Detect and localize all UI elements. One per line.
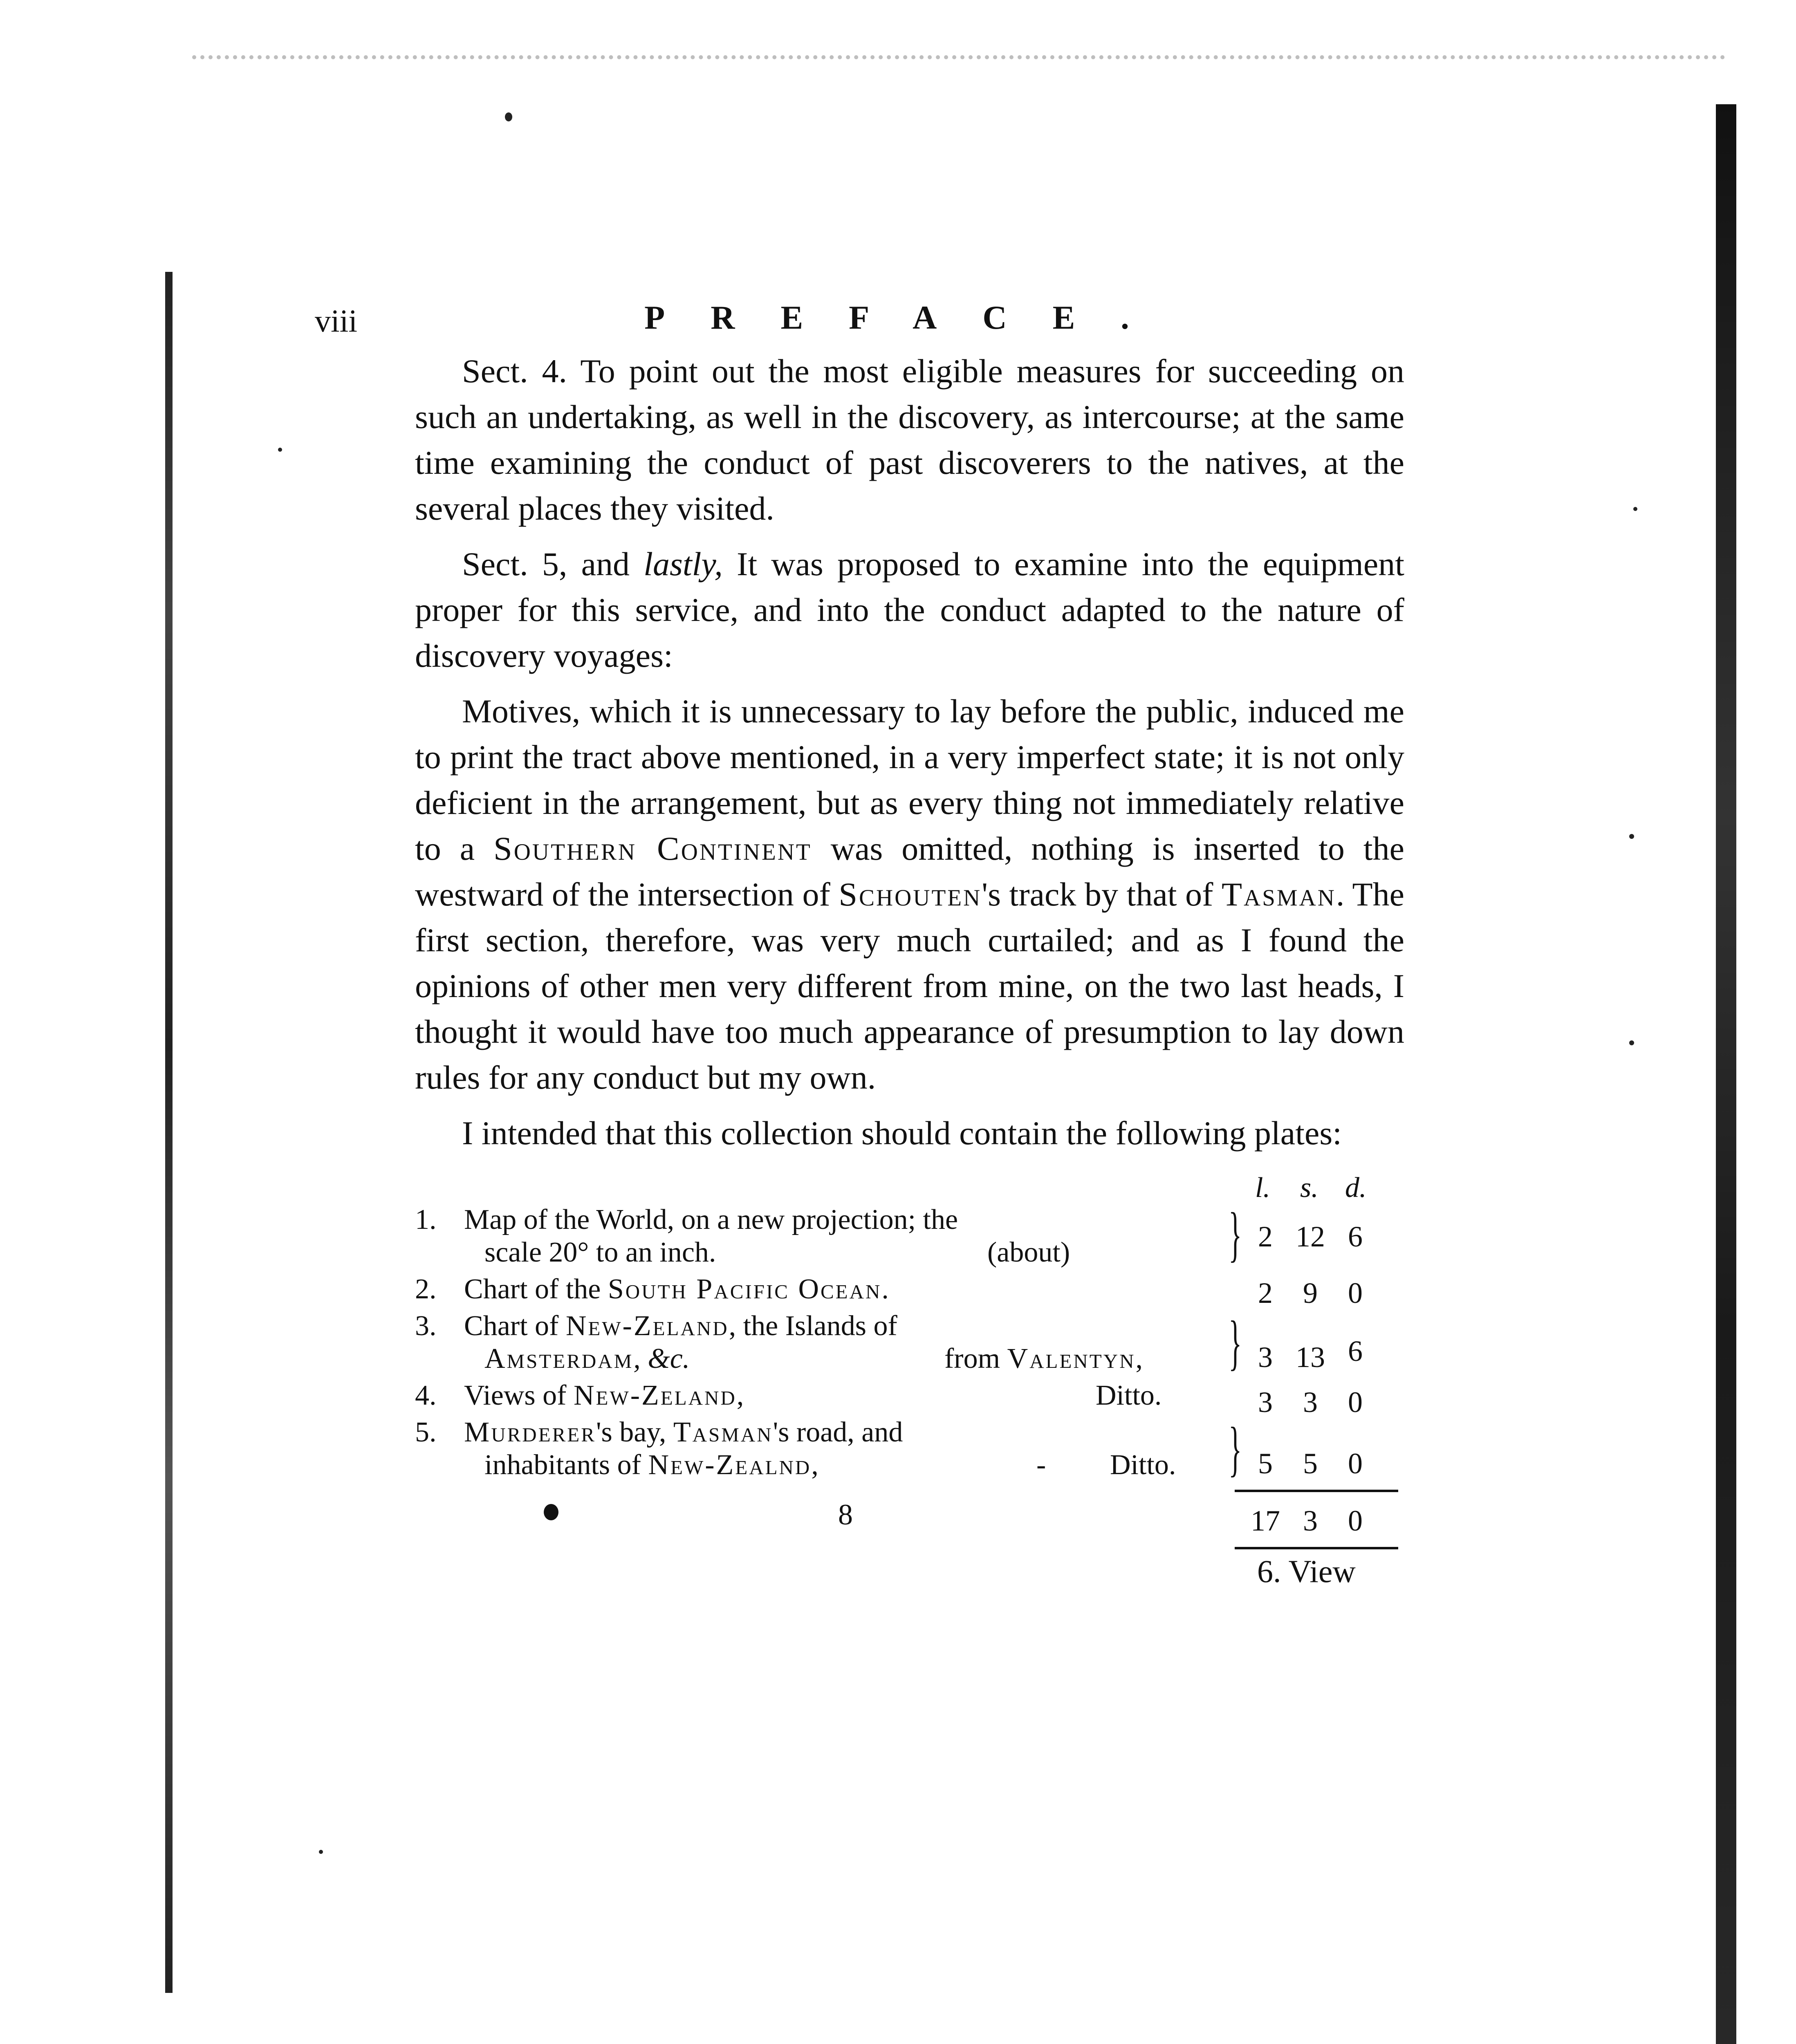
paragraph-section-5 <box>415 541 1404 679</box>
item-dash: - <box>1036 1449 1046 1481</box>
header-pence: d. <box>1345 1172 1367 1204</box>
smallcaps-schouten: Schouten <box>839 876 982 913</box>
italic-word: lastly, <box>644 545 723 583</box>
plates-table <box>415 1172 1404 1589</box>
ink-speck <box>278 448 282 452</box>
ink-speck <box>505 112 512 121</box>
text-run: , <box>811 1449 818 1481</box>
price-pounds: 3 <box>1258 1386 1273 1419</box>
binding-shadow-right <box>1716 104 1736 2044</box>
currency-headers <box>415 1172 1404 1204</box>
binding-shadow-left <box>165 272 173 1993</box>
text-run: Views of <box>464 1380 574 1411</box>
price-shillings: 3 <box>1303 1386 1318 1419</box>
paragraph-plates-intro: I intended that this collection should contain the following plates: <box>462 1114 1342 1152</box>
header-pounds: l. <box>1255 1172 1270 1204</box>
item-number: 5. <box>415 1416 437 1448</box>
text-run: . <box>881 1273 889 1305</box>
text-run: , the Islands of <box>729 1310 897 1342</box>
smallcaps-murderer: Murderer <box>464 1416 596 1448</box>
price-pounds: 2 <box>1258 1277 1273 1309</box>
page-title: PREFACE. <box>644 299 1175 336</box>
price-pence: 0 <box>1348 1386 1363 1419</box>
ink-speck <box>1629 834 1634 839</box>
page-number: viii <box>315 303 358 338</box>
price-shillings: 5 <box>1303 1447 1318 1480</box>
total-pence: 0 <box>1348 1504 1363 1537</box>
price-shillings: 13 <box>1296 1341 1325 1374</box>
sum-rule <box>1235 1490 1398 1492</box>
paragraph-section-4: Sect. 4. To point out the most eligible measures for succeeding on such an undertaking, as well in the discovery, as intercourse; at the same time examining the conduct of past discoverers to the natives, at the several places they visited. <box>415 352 1404 527</box>
price-pence: 6 <box>1348 1335 1363 1367</box>
ink-speck <box>1629 1040 1634 1045</box>
item-note: Ditto. <box>1110 1449 1176 1481</box>
smallcaps-valentyn: Valentyn <box>1007 1343 1136 1374</box>
text-run: was omitted, nothing is inserted to the westward of the intersection of <box>415 830 1405 913</box>
item-line: Map of the World, on a new projection; the <box>464 1204 958 1235</box>
header-shillings: s. <box>1300 1172 1318 1204</box>
price-pence: 6 <box>1348 1220 1363 1253</box>
smallcaps-tasman: Tasman <box>673 1416 773 1448</box>
price-shillings: 9 <box>1303 1277 1318 1309</box>
smallcaps-southern-continent: Southern Continent <box>493 830 812 867</box>
item-note: Ditto. <box>1096 1380 1162 1411</box>
total-pounds: 17 <box>1251 1504 1280 1537</box>
item-number: 1. <box>415 1204 437 1235</box>
ink-blot <box>544 1504 558 1520</box>
smallcaps-new-zeland: New-Zeland <box>565 1310 729 1342</box>
smallcaps-new-zeland: New-Zeland <box>573 1380 737 1411</box>
price-pounds: 2 <box>1258 1220 1273 1253</box>
text-run: from <box>944 1343 1007 1374</box>
running-header <box>315 294 1404 343</box>
page-content <box>315 294 1405 1589</box>
plate-item <box>415 1310 1404 1379</box>
sum-rule <box>1235 1547 1398 1549</box>
text-run: . The first section, therefore, was very much curtailed; and as I found the opinions of other men very different from mine, on the two last heads, I thought it would have too much appearance of presumption to lay down rules for any conduct but my own. <box>415 876 1404 1096</box>
item-note: (about) <box>987 1237 1070 1268</box>
text-run: 's track by that of <box>982 876 1222 913</box>
text-run: 's bay, <box>596 1416 673 1448</box>
catchword: 6. View <box>1257 1553 1356 1589</box>
price-pence: 0 <box>1348 1447 1363 1480</box>
item-line: scale 20° to an inch. <box>484 1237 716 1268</box>
plate-item <box>415 1200 1404 1273</box>
price-pounds: 5 <box>1258 1447 1273 1480</box>
price-pence: 0 <box>1348 1277 1363 1309</box>
text-run: Chart of the <box>464 1273 608 1305</box>
item-number: 2. <box>415 1273 437 1305</box>
text-run: , <box>1135 1343 1143 1374</box>
text-run: 's road, and <box>773 1416 903 1448</box>
brace-glyph: } <box>1229 1200 1242 1268</box>
signature-mark: 8 <box>838 1498 853 1531</box>
item-number: 3. <box>415 1310 437 1342</box>
price-pounds: 3 <box>1258 1341 1273 1374</box>
plate-item <box>415 1379 1404 1419</box>
item-number: 4. <box>415 1380 437 1411</box>
brace-glyph: } <box>1229 1309 1242 1376</box>
plate-item <box>415 1273 1404 1310</box>
brace-glyph: } <box>1229 1415 1242 1483</box>
smallcaps-tasman: Tasman <box>1221 876 1336 913</box>
ink-speck <box>1633 507 1637 511</box>
ink-speck <box>319 1850 323 1854</box>
item-line <box>415 1416 1404 1449</box>
text-run: , &c. <box>633 1343 690 1374</box>
text-run: Chart of <box>464 1310 566 1342</box>
plate-item <box>415 1416 1404 1486</box>
text-run: , <box>736 1380 744 1411</box>
item-note <box>944 1342 1143 1375</box>
text-run: It was proposed to examine into the equipment proper for this service, and into the conduct adapted to the nature of discovery voyages: <box>415 545 1405 674</box>
smallcaps-new-zealnd: New-Zealnd <box>648 1449 812 1481</box>
price-shillings: 12 <box>1296 1220 1325 1253</box>
total-row <box>415 1486 1404 1589</box>
item-line <box>415 1310 1404 1342</box>
smallcaps-amsterdam: Amsterdam <box>484 1343 634 1374</box>
text-run: inhabitants of <box>484 1449 648 1481</box>
text-run: Sect. 5, and <box>462 545 644 583</box>
smallcaps-south-pacific-ocean: South Pacific Ocean <box>608 1273 882 1305</box>
text-run: Motives, which it is unnecessary to lay before the public, induced me to print the tract above mentioned, in a very imperfect state; it is not only deficient in the arrangement, but as every thing not immediately relative to a <box>415 693 1404 867</box>
paragraph-motives <box>415 688 1404 1100</box>
total-shillings: 3 <box>1303 1504 1318 1537</box>
